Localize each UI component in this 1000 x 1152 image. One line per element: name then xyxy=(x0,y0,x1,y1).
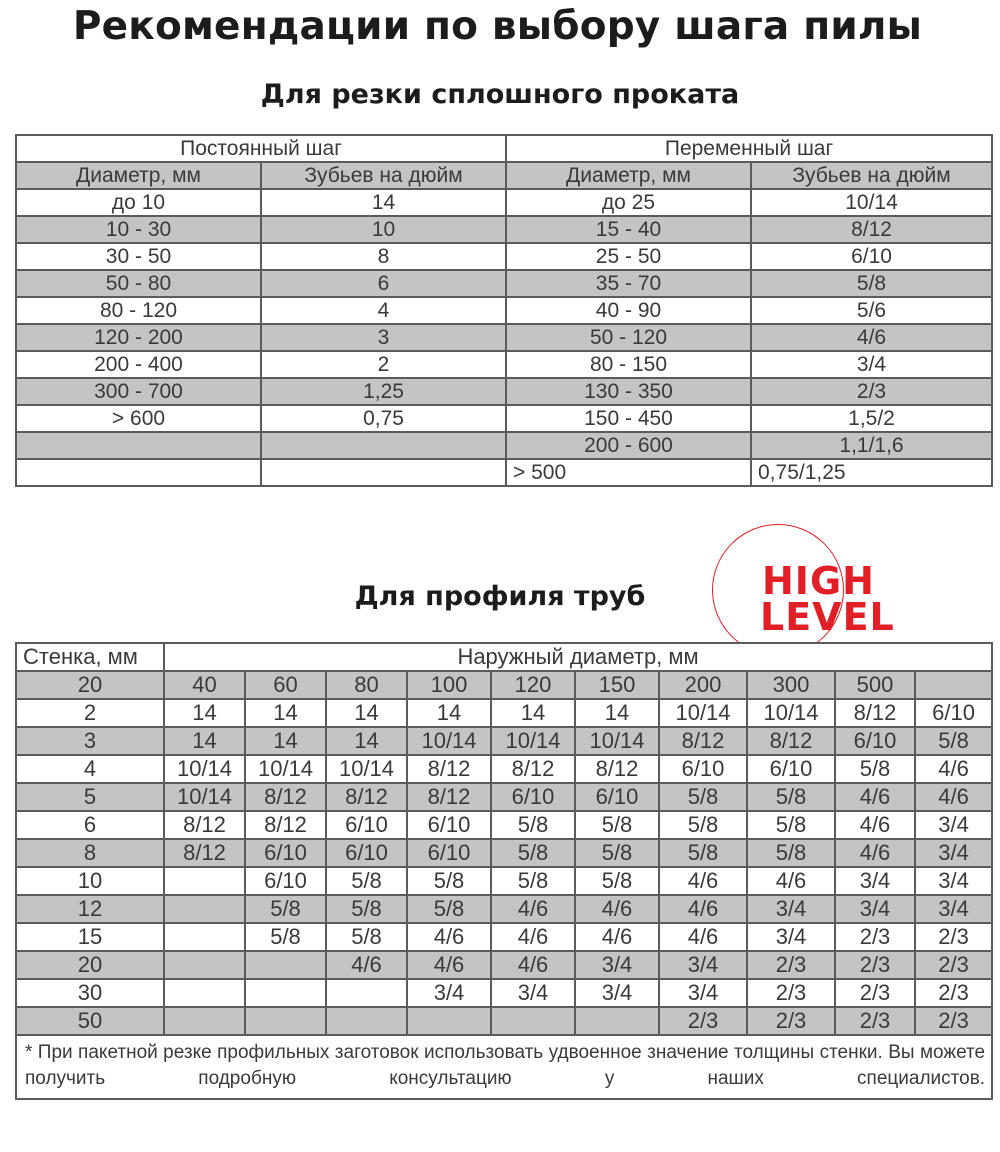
table-row xyxy=(16,895,992,923)
constant-tpi-header: Зубьев на дюйм xyxy=(261,162,506,189)
tpi-cell: 5/8 xyxy=(747,783,835,811)
tpi-cell: 3/4 xyxy=(575,951,659,979)
outer-diameter-header: Наружный диаметр, мм xyxy=(164,643,992,671)
table-cell: 30 - 50 xyxy=(16,243,261,270)
tpi-cell: 4/6 xyxy=(747,867,835,895)
tpi-cell: 5/8 xyxy=(575,867,659,895)
table-cell: 3 xyxy=(261,324,506,351)
tpi-cell: 8/12 xyxy=(659,727,747,755)
tpi-cell: 3/4 xyxy=(915,867,992,895)
table-cell: 300 - 700 xyxy=(16,378,261,405)
table-cell: 1,25 xyxy=(261,378,506,405)
tpi-cell: 14 xyxy=(326,699,407,727)
wall-thickness-header: Стенка, мм xyxy=(16,643,164,671)
tpi-cell: 3/4 xyxy=(575,979,659,1007)
table-row xyxy=(16,297,992,324)
table-row xyxy=(16,951,992,979)
tpi-cell: 10/14 xyxy=(164,783,245,811)
tpi-cell: 14 xyxy=(326,727,407,755)
tpi-cell: 14 xyxy=(245,699,326,727)
tpi-cell: 8/12 xyxy=(835,699,915,727)
table-cell: 80 - 120 xyxy=(16,297,261,324)
table-row xyxy=(16,189,992,216)
table-cell xyxy=(261,432,506,459)
table-row xyxy=(16,216,992,243)
tpi-cell: 10/14 xyxy=(245,755,326,783)
tpi-cell: 4/6 xyxy=(575,923,659,951)
footnote: * При пакетной резке профильных заготовок использовать удвоенное значение толщины стенки. Вы можете получить подробную консультацию у наших специалистов. xyxy=(16,1035,992,1099)
tpi-cell xyxy=(164,951,245,979)
solid-section-title: Для резки сплошного проката xyxy=(260,79,740,110)
table-cell: 50 - 120 xyxy=(506,324,751,351)
tpi-cell: 5/8 xyxy=(326,923,407,951)
table-cell xyxy=(16,459,261,486)
tpi-cell: 2/3 xyxy=(835,1007,915,1035)
tpi-cell: 2/3 xyxy=(659,1007,747,1035)
tpi-cell: 5/8 xyxy=(407,867,491,895)
table-row xyxy=(16,243,992,270)
table-cell: 8/12 xyxy=(751,216,992,243)
table-cell: 14 xyxy=(261,189,506,216)
tpi-cell: 3/4 xyxy=(915,811,992,839)
table-cell: 80 - 150 xyxy=(506,351,751,378)
diameter-header-cell: 150 xyxy=(575,671,659,699)
table-cell: 5/8 xyxy=(751,270,992,297)
tpi-cell: 8/12 xyxy=(326,783,407,811)
table-cell: 1,1/1,6 xyxy=(751,432,992,459)
tpi-cell: 4/6 xyxy=(835,811,915,839)
tpi-cell: 5/8 xyxy=(747,811,835,839)
diameter-header-cell: 500 xyxy=(835,671,915,699)
tpi-cell: 6/10 xyxy=(245,867,326,895)
tpi-cell: 5/8 xyxy=(659,839,747,867)
constant-pitch-header: Постоянный шаг xyxy=(16,135,506,162)
tpi-cell xyxy=(164,895,245,923)
table-row xyxy=(16,699,992,727)
tpi-cell: 6/10 xyxy=(491,783,575,811)
pipe-profile-table xyxy=(15,642,993,1100)
tpi-cell: 5/8 xyxy=(575,839,659,867)
tpi-cell: 4/6 xyxy=(835,839,915,867)
tpi-cell: 6/10 xyxy=(326,839,407,867)
table-row xyxy=(16,867,992,895)
tpi-cell: 5/8 xyxy=(659,811,747,839)
tpi-cell: 6/10 xyxy=(326,811,407,839)
tpi-cell xyxy=(326,979,407,1007)
diameter-header-cell xyxy=(915,671,992,699)
wall-value-cell: 30 xyxy=(16,979,164,1007)
tpi-cell: 3/4 xyxy=(659,951,747,979)
table-cell: 3/4 xyxy=(751,351,992,378)
tpi-cell: 5/8 xyxy=(491,839,575,867)
table-cell: 130 - 350 xyxy=(506,378,751,405)
tpi-cell: 3/4 xyxy=(491,979,575,1007)
table-cell: до 25 xyxy=(506,189,751,216)
tpi-cell: 10/14 xyxy=(491,727,575,755)
table-row xyxy=(16,405,992,432)
variable-tpi-header: Зубьев на дюйм xyxy=(751,162,992,189)
table-row xyxy=(16,270,992,297)
tpi-cell: 14 xyxy=(491,699,575,727)
tpi-cell: 2/3 xyxy=(835,923,915,951)
tpi-cell: 8/12 xyxy=(245,811,326,839)
tpi-cell: 10/14 xyxy=(575,727,659,755)
tpi-cell: 10/14 xyxy=(407,727,491,755)
table-cell: 2 xyxy=(261,351,506,378)
solid-table-body xyxy=(16,189,992,486)
table-cell: 10 - 30 xyxy=(16,216,261,243)
table-row xyxy=(16,324,992,351)
table-cell: 40 - 90 xyxy=(506,297,751,324)
diameter-header-cell: 200 xyxy=(659,671,747,699)
table-cell: 4 xyxy=(261,297,506,324)
table-cell xyxy=(261,459,506,486)
table-cell: 15 - 40 xyxy=(506,216,751,243)
tpi-cell: 6/10 xyxy=(747,755,835,783)
variable-pitch-header: Переменный шаг xyxy=(506,135,992,162)
table-cell: 10 xyxy=(261,216,506,243)
tpi-cell xyxy=(491,1007,575,1035)
table-row xyxy=(16,979,992,1007)
table-row xyxy=(16,378,992,405)
tpi-cell: 2/3 xyxy=(915,951,992,979)
wall-value-cell: 2 xyxy=(16,699,164,727)
tpi-cell: 6/10 xyxy=(407,811,491,839)
tpi-cell: 2/3 xyxy=(915,979,992,1007)
table-cell: 150 - 450 xyxy=(506,405,751,432)
tpi-cell: 3/4 xyxy=(915,839,992,867)
tpi-cell: 10/14 xyxy=(326,755,407,783)
tpi-cell: 8/12 xyxy=(491,755,575,783)
tpi-cell: 14 xyxy=(164,699,245,727)
pipes-table-body xyxy=(16,671,992,1035)
table-cell: 4/6 xyxy=(751,324,992,351)
table-cell: 2/3 xyxy=(751,378,992,405)
tpi-cell: 3/4 xyxy=(659,979,747,1007)
tpi-cell: 8/12 xyxy=(164,811,245,839)
diameter-header-cell: 80 xyxy=(326,671,407,699)
tpi-cell: 10/14 xyxy=(659,699,747,727)
tpi-cell: 8/12 xyxy=(407,755,491,783)
tpi-cell: 5/8 xyxy=(747,839,835,867)
tpi-cell: 5/8 xyxy=(575,811,659,839)
tpi-cell: 8/12 xyxy=(747,727,835,755)
tpi-cell: 5/8 xyxy=(659,783,747,811)
tpi-cell: 4/6 xyxy=(835,783,915,811)
tpi-cell: 5/8 xyxy=(491,811,575,839)
table-row xyxy=(16,351,992,378)
logo-text-level: LEVEL xyxy=(760,595,895,639)
table-cell: > 600 xyxy=(16,405,261,432)
tpi-cell: 4/6 xyxy=(491,951,575,979)
tpi-cell: 14 xyxy=(407,699,491,727)
tpi-cell xyxy=(245,1007,326,1035)
tpi-cell xyxy=(245,951,326,979)
diameter-header-cell: 60 xyxy=(245,671,326,699)
table-cell: 120 - 200 xyxy=(16,324,261,351)
table-row xyxy=(16,432,992,459)
tpi-cell: 6/10 xyxy=(407,839,491,867)
tpi-cell: 2/3 xyxy=(915,923,992,951)
pipes-section-title: Для профиля труб xyxy=(354,581,646,612)
tpi-cell: 6/10 xyxy=(245,839,326,867)
tpi-cell: 5/8 xyxy=(245,923,326,951)
table-cell: 200 - 600 xyxy=(506,432,751,459)
table-row xyxy=(16,839,992,867)
wall-value-cell: 3 xyxy=(16,727,164,755)
table-cell: до 10 xyxy=(16,189,261,216)
table-row xyxy=(16,811,992,839)
diameter-header-cell: 120 xyxy=(491,671,575,699)
table-cell: 6 xyxy=(261,270,506,297)
tpi-cell: 3/4 xyxy=(915,895,992,923)
tpi-cell: 8/12 xyxy=(575,755,659,783)
tpi-cell: 2/3 xyxy=(835,951,915,979)
tpi-cell xyxy=(245,979,326,1007)
tpi-cell: 3/4 xyxy=(835,895,915,923)
tpi-cell: 2/3 xyxy=(747,951,835,979)
tpi-cell: 6/10 xyxy=(575,783,659,811)
tpi-cell: 5/8 xyxy=(326,867,407,895)
wall-value-cell: 5 xyxy=(16,783,164,811)
tpi-cell: 8/12 xyxy=(164,839,245,867)
diameter-header-row xyxy=(16,671,992,699)
wall-value-cell: 50 xyxy=(16,1007,164,1035)
wall-value-cell: 20 xyxy=(16,671,164,699)
tpi-cell: 14 xyxy=(245,727,326,755)
wall-value-cell: 8 xyxy=(16,839,164,867)
constant-diameter-header: Диаметр, мм xyxy=(16,162,261,189)
tpi-cell: 14 xyxy=(164,727,245,755)
table-row xyxy=(16,923,992,951)
tpi-cell: 4/6 xyxy=(407,923,491,951)
table-cell: 10/14 xyxy=(751,189,992,216)
diameter-header-cell: 40 xyxy=(164,671,245,699)
tpi-cell: 5/8 xyxy=(407,895,491,923)
tpi-cell xyxy=(407,1007,491,1035)
table-cell: 0,75 xyxy=(261,405,506,432)
variable-diameter-header: Диаметр, мм xyxy=(506,162,751,189)
tpi-cell: 3/4 xyxy=(747,923,835,951)
tpi-cell xyxy=(326,1007,407,1035)
wall-value-cell: 12 xyxy=(16,895,164,923)
tpi-cell xyxy=(164,1007,245,1035)
tpi-cell: 4/6 xyxy=(326,951,407,979)
tpi-cell xyxy=(164,923,245,951)
tpi-cell: 2/3 xyxy=(915,1007,992,1035)
tpi-cell: 3/4 xyxy=(407,979,491,1007)
page-title: Рекомендации по выбору шага пилы xyxy=(72,4,923,49)
tpi-cell: 4/6 xyxy=(659,895,747,923)
table-row xyxy=(16,727,992,755)
table-cell: 0,75/1,25 xyxy=(751,459,992,486)
table-cell: 1,5/2 xyxy=(751,405,992,432)
table-cell: 50 - 80 xyxy=(16,270,261,297)
tpi-cell: 8/12 xyxy=(407,783,491,811)
tpi-cell xyxy=(164,979,245,1007)
tpi-cell: 5/8 xyxy=(915,727,992,755)
tpi-cell: 5/8 xyxy=(835,755,915,783)
tpi-cell: 14 xyxy=(575,699,659,727)
tpi-cell: 6/10 xyxy=(659,755,747,783)
table-cell xyxy=(16,432,261,459)
wall-value-cell: 10 xyxy=(16,867,164,895)
logo-text-high: HIGH xyxy=(762,559,875,603)
table-cell: 8 xyxy=(261,243,506,270)
wall-value-cell: 15 xyxy=(16,923,164,951)
tpi-cell: 8/12 xyxy=(245,783,326,811)
table-cell: 6/10 xyxy=(751,243,992,270)
table-row xyxy=(16,755,992,783)
tpi-cell: 4/6 xyxy=(491,923,575,951)
tpi-cell xyxy=(164,867,245,895)
solid-stock-table xyxy=(15,134,993,487)
diameter-header-cell: 300 xyxy=(747,671,835,699)
tpi-cell: 5/8 xyxy=(245,895,326,923)
table-row xyxy=(16,459,992,486)
tpi-cell: 4/6 xyxy=(407,951,491,979)
tpi-cell: 3/4 xyxy=(747,895,835,923)
table-row xyxy=(16,783,992,811)
table-cell: 5/6 xyxy=(751,297,992,324)
wall-value-cell: 20 xyxy=(16,951,164,979)
tpi-cell: 6/10 xyxy=(835,727,915,755)
tpi-cell: 5/8 xyxy=(491,867,575,895)
tpi-cell: 4/6 xyxy=(575,895,659,923)
tpi-cell: 2/3 xyxy=(835,979,915,1007)
tpi-cell xyxy=(575,1007,659,1035)
table-cell: 25 - 50 xyxy=(506,243,751,270)
tpi-cell: 5/8 xyxy=(326,895,407,923)
table-cell: 200 - 400 xyxy=(16,351,261,378)
tpi-cell: 10/14 xyxy=(164,755,245,783)
table-cell: 35 - 70 xyxy=(506,270,751,297)
wall-value-cell: 6 xyxy=(16,811,164,839)
tpi-cell: 4/6 xyxy=(915,783,992,811)
diameter-header-cell: 100 xyxy=(407,671,491,699)
tpi-cell: 4/6 xyxy=(491,895,575,923)
table-row xyxy=(16,1007,992,1035)
tpi-cell: 2/3 xyxy=(747,1007,835,1035)
tpi-cell: 2/3 xyxy=(747,979,835,1007)
wall-value-cell: 4 xyxy=(16,755,164,783)
tpi-cell: 6/10 xyxy=(915,699,992,727)
tpi-cell: 3/4 xyxy=(835,867,915,895)
tpi-cell: 4/6 xyxy=(915,755,992,783)
tpi-cell: 10/14 xyxy=(747,699,835,727)
table-cell: > 500 xyxy=(506,459,751,486)
tpi-cell: 4/6 xyxy=(659,867,747,895)
tpi-cell: 4/6 xyxy=(659,923,747,951)
